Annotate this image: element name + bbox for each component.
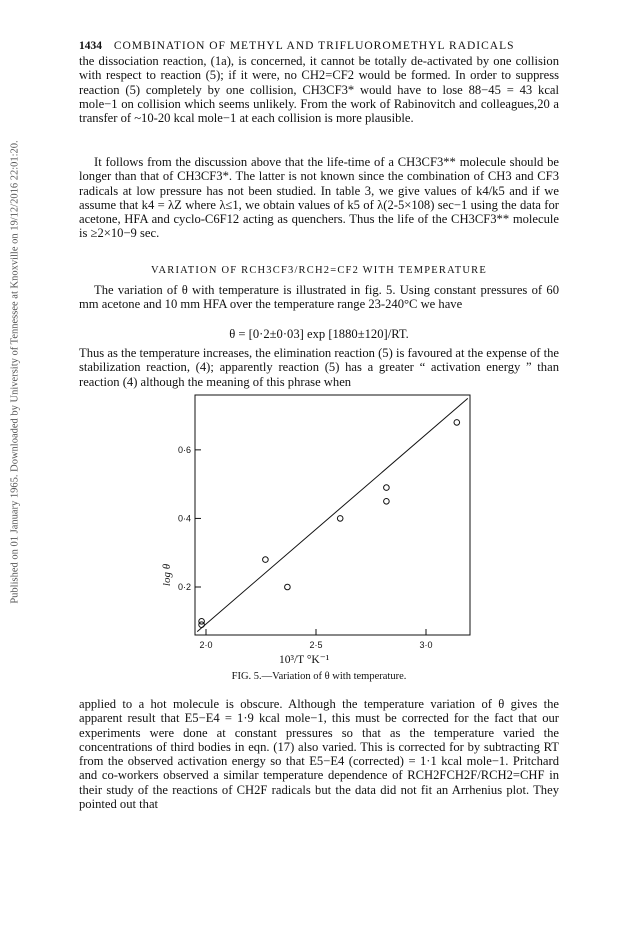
y-tick-label: 0·6 xyxy=(177,444,191,455)
running-header xyxy=(79,40,559,52)
paragraph-4: Thus as the temperature increases, the elimination reaction (5) is favoured at the expense of the stabilization reaction, (4); apparently reaction (5) has a greater “ activation energy ” than reaction (4) although the meaning of this phrase when xyxy=(79,346,559,389)
fit-line xyxy=(197,398,468,631)
figure-5-chart xyxy=(150,385,490,665)
x-tick-label: 3·0 xyxy=(419,640,433,650)
data-point xyxy=(263,557,269,563)
section-heading: VARIATION OF RCH3CF3/RCH2=CF2 WITH TEMPERATURE xyxy=(151,265,487,276)
figure-caption: FIG. 5.—Variation of θ with temperature. xyxy=(231,671,407,682)
y-tick-label: 0·2 xyxy=(177,582,191,592)
download-sidebar-note xyxy=(2,112,28,632)
data-point xyxy=(384,485,390,491)
data-point xyxy=(384,498,390,504)
paragraph-1: the dissociation reaction, (1a), is concerned, it cannot be totally de-activated by one collision with respect to reaction (5); if it were, no CH2=CF2 would be formed. In order to suppress reaction (5) completely by one collision, CH3CF3* would have to lose 88−45 = 43 kcal mole−1 on collision which seems unlikely. From the work of Rabinovitch and colleagues,20 a transfer of ~10-20 kcal mole−1 at each collision is more plausible. xyxy=(79,54,559,126)
page-number: 1434 xyxy=(79,40,102,52)
data-point xyxy=(199,622,205,628)
download-note-text: Published on 01 January 1965. Downloaded by University of Tennessee at Knoxville on 19/12/2016 22:01:20. xyxy=(9,140,21,604)
chart-marks xyxy=(197,398,468,631)
x-tick-label: 2·5 xyxy=(309,640,323,650)
running-title: COMBINATION OF METHYL AND TRIFLUOROMETHYL RADICALS xyxy=(113,40,515,52)
data-point xyxy=(285,584,291,590)
data-point xyxy=(337,516,343,522)
equation: θ = [0·2±0·03] exp [1880±120]/RT. xyxy=(229,327,409,341)
paragraph-2: It follows from the discussion above that the life-time of a CH3CF3** molecule should be longer than that of CH3CF3*. The latter is not known since the combination of CH3 and CF3 radicals at low pressure has not been studied. In table 3, we give values of k4/k5 and if we assume that k4 = λZ where λ≤1, we obtain values of k5 of λ(2-5×108) sec−1 using the data for acetone, HFA and cyclo-C6F12 acting as quenchers. Thus the life of the CH3CF3** molecule is ≥2×10−9 sec. xyxy=(79,155,559,241)
chart-axes xyxy=(161,395,470,650)
paragraph-5: applied to a hot molecule is obscure. Although the temperature variation of θ gives the apparent result that E5−E4 = 1·9 kcal mole−1, this must be corrected for the fact that our experiments were done at constant pressures so that as the temperature varied the concentrations of third bodies in eqn. (17) also varied. This is corrected for by subtracting RT from the observed activation energy so that E5−E4 (corrected) = 1·1 kcal mole−1. Pritchard and co-workers observed a similar temperature dependence of RCH2FCH2F/RCH2=CHF in their study of the reactions of CH2F radicals but the data did not fit an Arrhenius plot. They pointed out that xyxy=(79,697,559,812)
data-point xyxy=(454,420,460,426)
y-axis-label: log θ xyxy=(161,563,173,587)
paragraph-3: The variation of θ with temperature is illustrated in fig. 5. Using constant pressures of 60 mm acetone and 10 mm HFA over the temperature range 23-240°C we have xyxy=(79,283,559,312)
x-tick-label: 2·0 xyxy=(199,640,213,650)
x-axis-label: 10³/T °K⁻¹ xyxy=(279,654,330,666)
y-tick-label: 0·4 xyxy=(177,513,191,524)
